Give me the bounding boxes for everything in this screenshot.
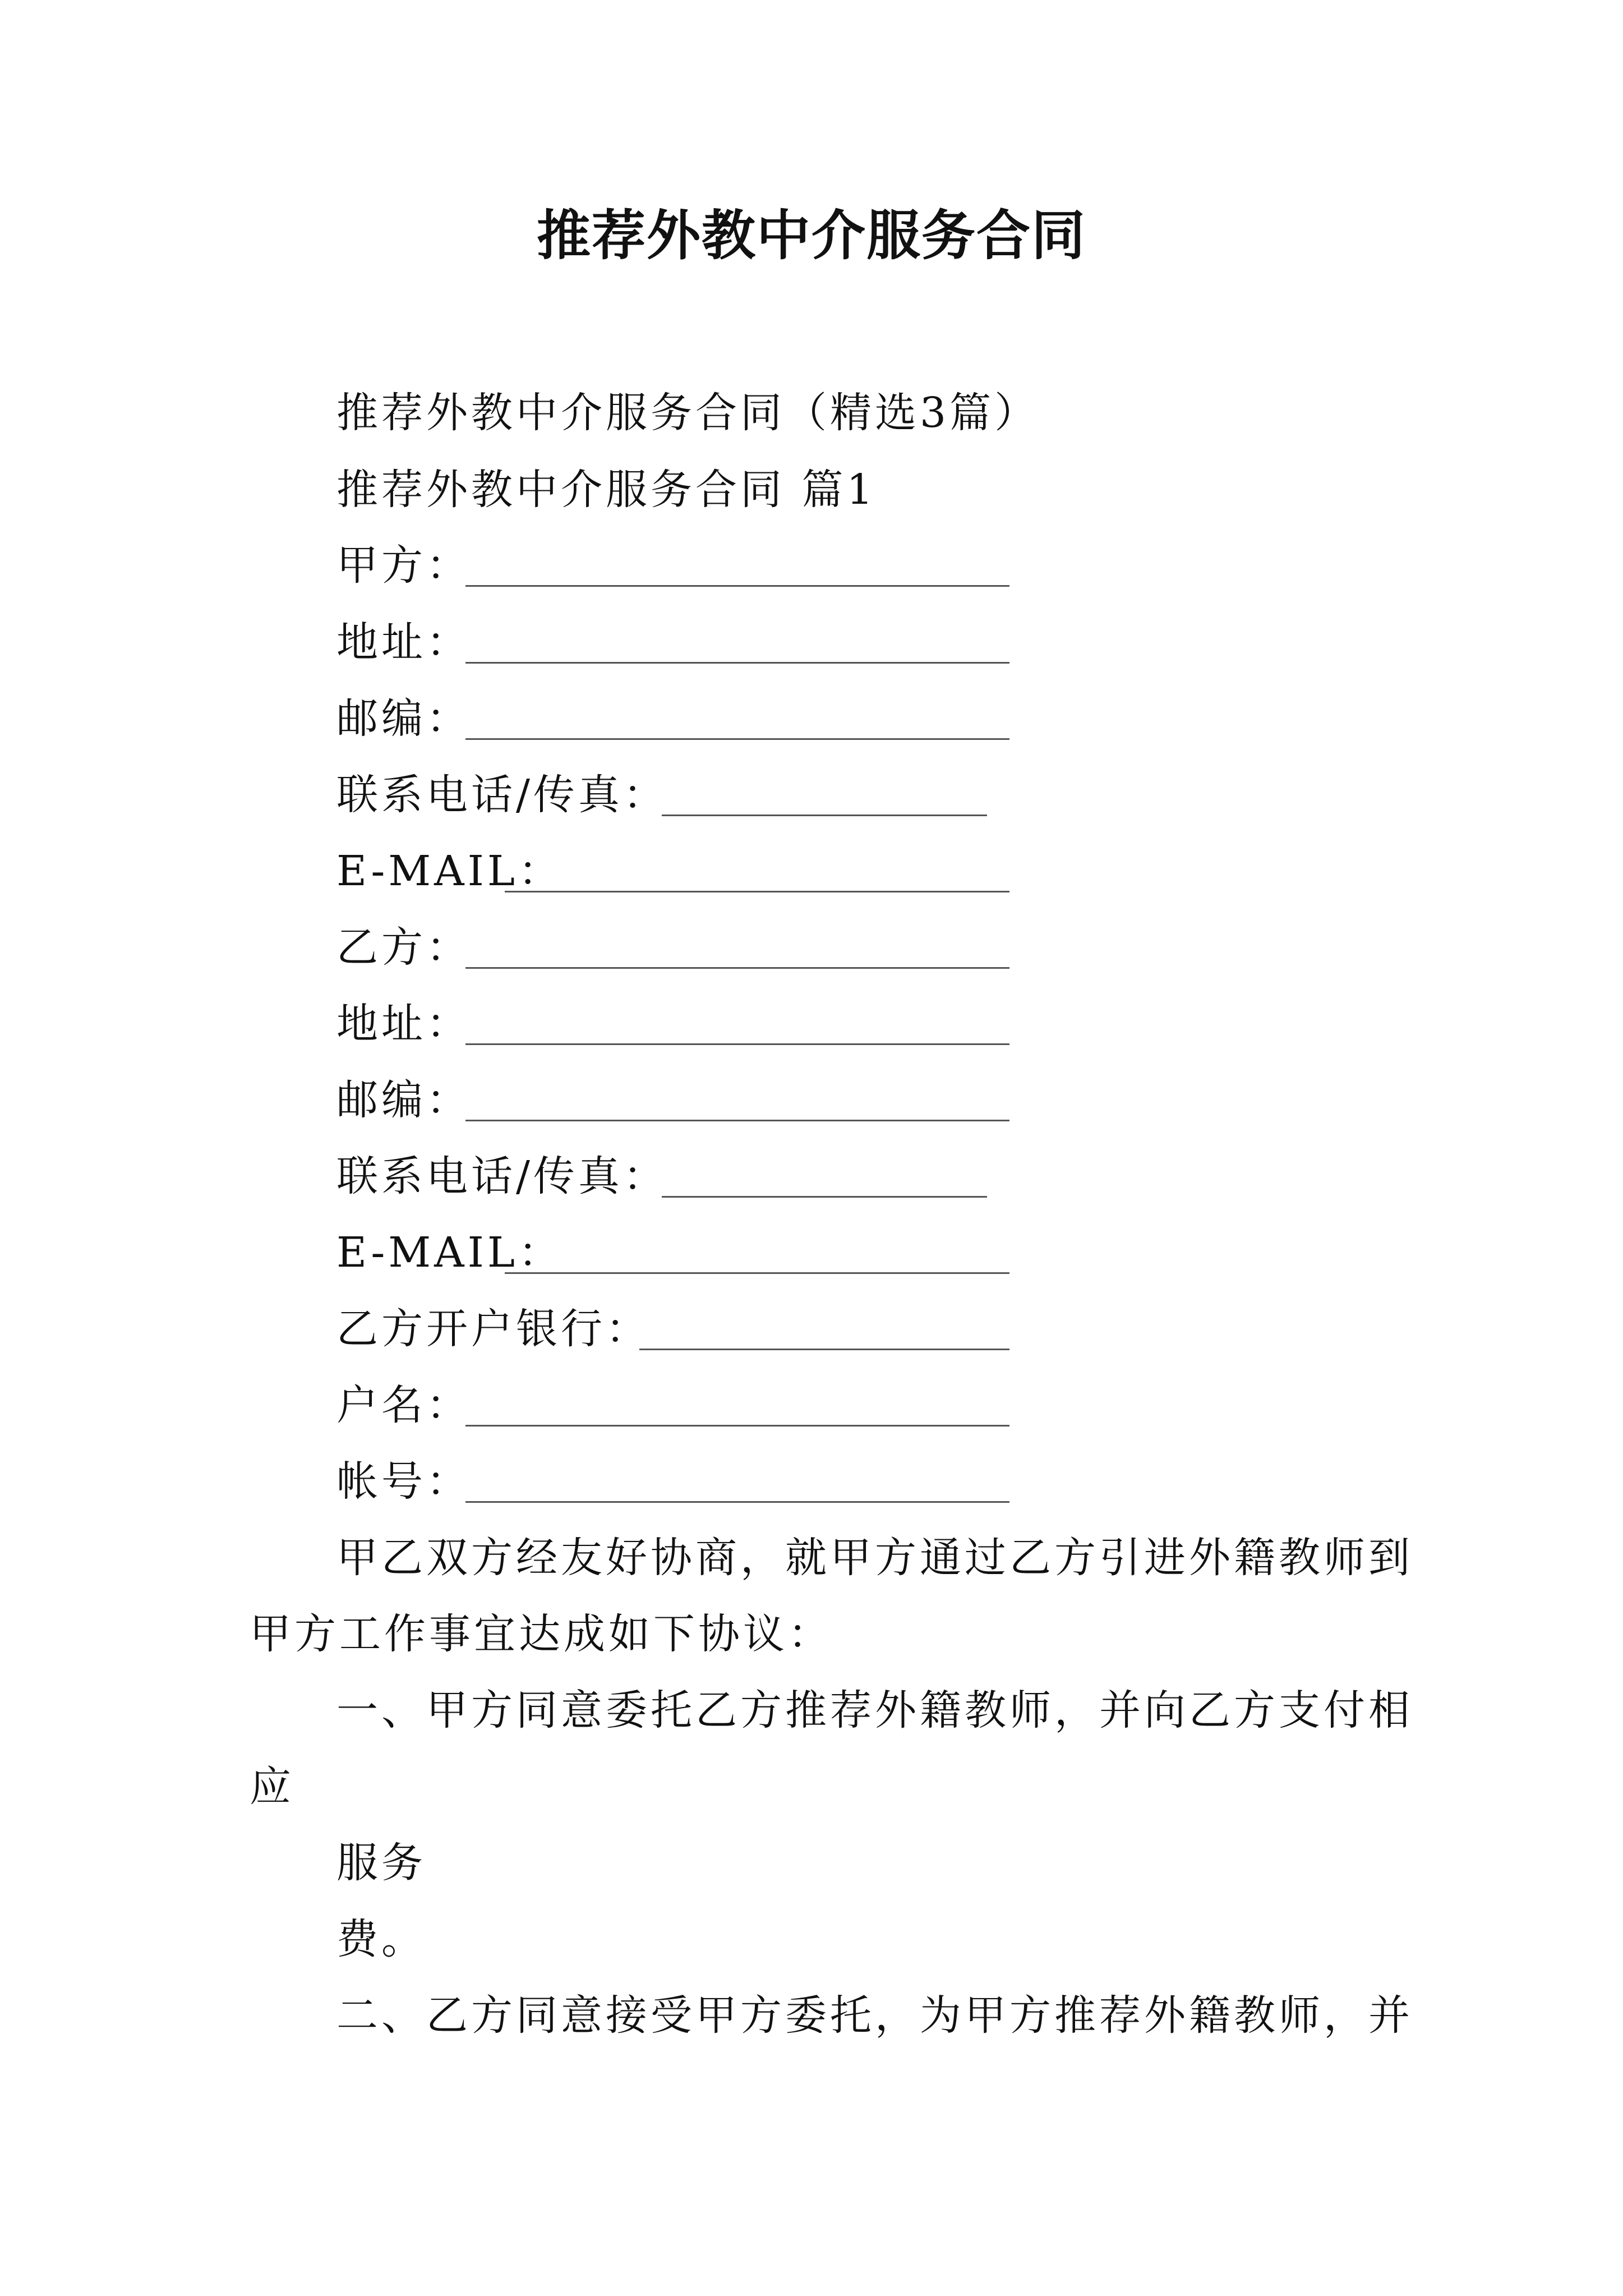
clause-1-line2: 应 xyxy=(250,1763,294,1811)
party-b-account-name-blank[interactable] xyxy=(465,1425,1009,1427)
document-subtitle: 推荐外教中介服务合同（精选3篇） xyxy=(336,389,1040,437)
party-a-phone-fax-label: 联系电话/传真： xyxy=(336,771,668,819)
party-b-name-blank[interactable] xyxy=(465,967,1009,969)
party-a-email-blank[interactable] xyxy=(505,891,1009,892)
section-heading: 推荐外教中介服务合同 篇1 xyxy=(336,466,877,514)
party-b-account-name-label: 户名： xyxy=(336,1381,471,1429)
party-b-phone-fax-label: 联系电话/传真： xyxy=(336,1152,668,1200)
clause-1-line1: 一、甲方同意委托乙方推荐外籍教师，并向乙方支付相 xyxy=(336,1686,1413,1734)
party-b-bank-label: 乙方开户银行： xyxy=(336,1305,651,1353)
party-a-phone-fax-blank[interactable] xyxy=(662,815,987,816)
clause-2-line1: 二、乙方同意接受甲方委托，为甲方推荐外籍教师，并 xyxy=(336,1991,1413,2040)
party-a-address-label: 地址： xyxy=(336,618,471,666)
party-a-name-label: 甲方： xyxy=(336,541,471,590)
party-a-postcode-label: 邮编： xyxy=(336,694,471,743)
party-b-account-number-blank[interactable] xyxy=(465,1501,1009,1503)
intro-paragraph-line1: 甲乙双方经友好协商，就甲方通过乙方引进外籍教师到 xyxy=(336,1534,1413,1582)
party-b-address-label: 地址： xyxy=(336,1000,471,1048)
clause-1-line4: 费。 xyxy=(336,1915,426,1963)
party-a-address-blank[interactable] xyxy=(465,662,1009,664)
party-b-account-number-label: 帐号： xyxy=(336,1457,471,1506)
party-b-name-label: 乙方： xyxy=(336,923,471,972)
clause-1-line3: 服务 xyxy=(336,1839,426,1887)
party-a-email-label: E-MAIL： xyxy=(336,847,563,895)
party-b-email-blank[interactable] xyxy=(505,1272,1009,1274)
party-b-phone-fax-blank[interactable] xyxy=(662,1196,987,1198)
party-a-name-blank[interactable] xyxy=(465,585,1009,587)
document-title: 推荐外教中介服务合同 xyxy=(537,204,1086,267)
party-b-email-label: E-MAIL： xyxy=(336,1228,563,1277)
intro-paragraph-line2: 甲方工作事宜达成如下协议： xyxy=(250,1610,833,1658)
party-b-postcode-blank[interactable] xyxy=(465,1120,1009,1121)
party-b-address-blank[interactable] xyxy=(465,1043,1009,1045)
party-b-postcode-label: 邮编： xyxy=(336,1076,471,1124)
party-a-postcode-blank[interactable] xyxy=(465,738,1009,740)
party-b-bank-blank[interactable] xyxy=(639,1349,1009,1350)
